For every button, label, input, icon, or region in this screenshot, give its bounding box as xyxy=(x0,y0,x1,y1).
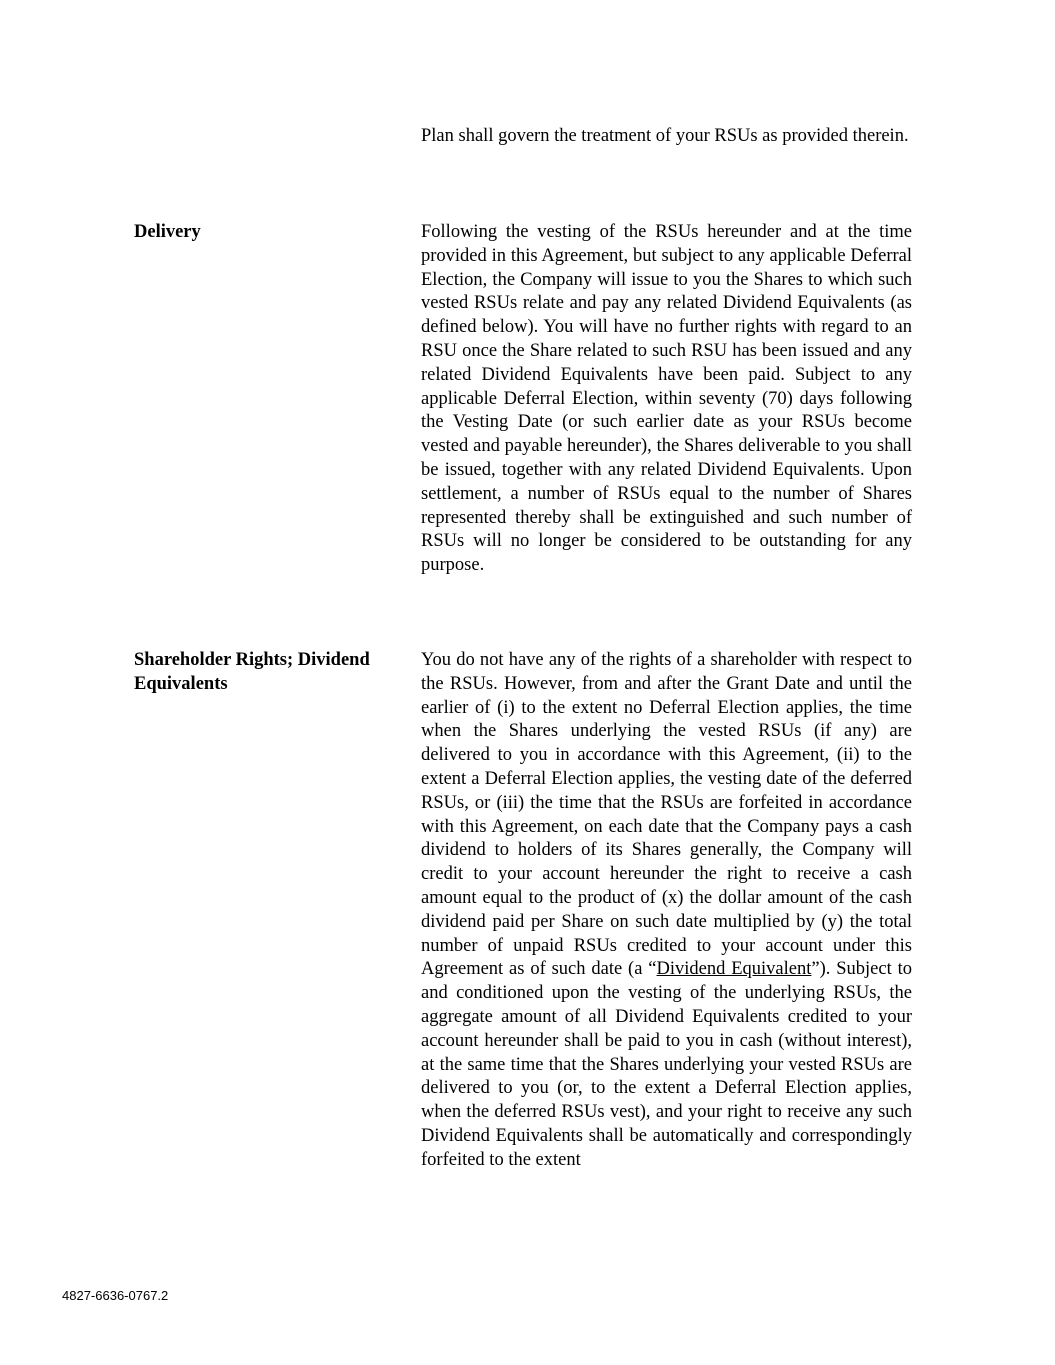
section-body-shareholder-rights xyxy=(421,649,912,1173)
section-body-delivery: Following the vesting of the RSUs hereunder and at the time provided in this Agreement, but subject to any applicable Deferral Election, the Company will issue to you the Shares to which such vested RSUs relate and pay any related Dividend Equivalents (as defined below). You will have no further rights with regard to an RSU once the Share related to such RSU has been issued and any related Dividend Equivalents have been paid. Subject to any applicable Deferral Election, within seventy (70) days following the Vesting Date (or such earlier date as your RSUs become vested and payable hereunder), the Shares deliverable to you shall be issued, together with any related Dividend Equivalents. Upon settlement, a number of RSUs equal to the number of Shares represented thereby shall be extinguished and such number of RSUs will no longer be considered to be outstanding for any purpose. xyxy=(421,222,912,576)
shareholder-rights-text-after: ”). Subject to and conditioned upon the vesting of the underlying RSUs, the aggregate amount of all Dividend Equivalents credited to your account hereunder shall be paid to you in cash (without interest), at the same time that the Shares underlying your vested RSUs are delivered to you (or, to the extent a Deferral Election applies, when the deferred RSUs vest), and your right to receive any such Dividend Equivalents shall be automatically and correspondingly forfeited to the extent xyxy=(421,959,913,1170)
section-heading-shareholder-rights: Shareholder Rights; Dividend Equivalents xyxy=(134,650,370,694)
continuation-paragraph: Plan shall govern the treatment of your RSUs as provided therein. xyxy=(421,126,909,146)
shareholder-rights-text-before: You do not have any of the rights of a shareholder with respect to the RSUs. However, from and after the Grant Date and until the earlier of (i) to the extent no Deferral Election applies, the time when the Shares underlying the vested RSUs (if any) are delivered to you in accordance with this Agreement, (ii) to the extent a Deferral Election applies, the vesting date of the deferred RSUs, or (iii) the time that the RSUs are forfeited in accordance with this Agreement, on each date that the Company pays a cash dividend to holders of its Shares generally, the Company will credit to your account hereunder the right to receive a cash amount equal to the product of (x) the dollar amount of the cash dividend paid per Share on such date multiplied by (y) the total number of unpaid RSUs credited to your account under this Agreement as of such date (a “ xyxy=(421,650,912,980)
section-heading-delivery: Delivery xyxy=(134,222,201,242)
document-id-footer: 4827-6636-0767.2 xyxy=(62,1288,169,1303)
defined-term-dividend-equivalent: Dividend Equivalent xyxy=(656,959,812,980)
